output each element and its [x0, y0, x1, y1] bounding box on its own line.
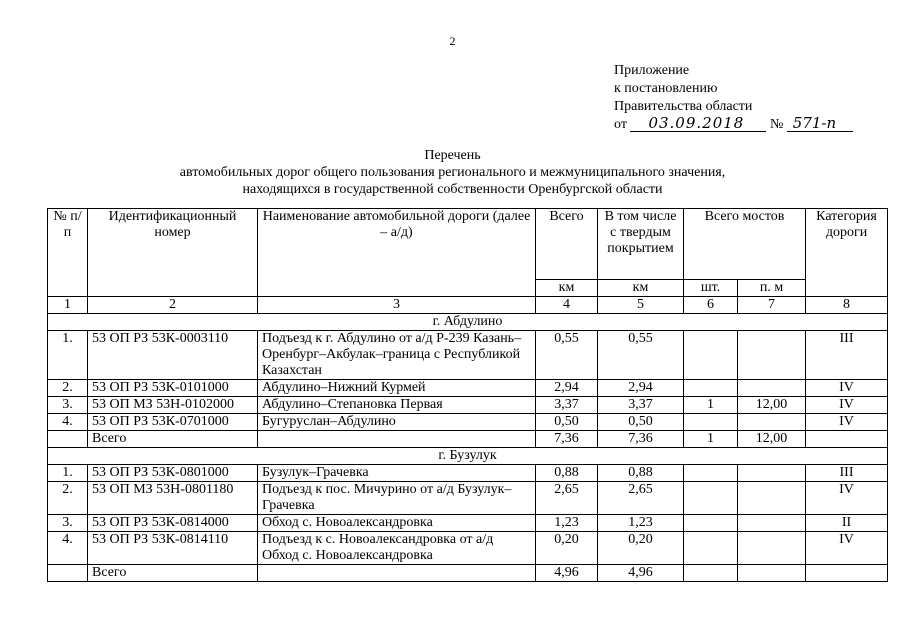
cell-bridges [684, 331, 738, 380]
cell-name: Абдулино–Нижний Курмей [258, 380, 536, 397]
cell-name [258, 431, 536, 448]
header-num: № п/п [48, 209, 88, 297]
table-row [48, 397, 888, 414]
cell-bridges [684, 465, 738, 482]
unit-total: км [536, 280, 598, 297]
cell-name: Бугуруслан–Абдулино [258, 414, 536, 431]
table-row [48, 414, 888, 431]
section-header [48, 314, 888, 331]
column-number: 8 [806, 297, 888, 314]
cell-category: III [806, 331, 888, 380]
cell-category [806, 565, 888, 582]
table-row [48, 532, 888, 565]
cell-name: Подъезд к с. Новоалександровка от а/д Обход с. Новоалександровка [258, 532, 536, 565]
cell-category: IV [806, 397, 888, 414]
cell-bridges: 1 [684, 397, 738, 414]
appendix-line-3: Правительства области [614, 99, 753, 114]
cell-length [738, 380, 806, 397]
unit-paved: км [598, 280, 684, 297]
summary-total: 7,36 [536, 431, 598, 448]
header-row [48, 209, 888, 280]
cell-total: 2,65 [536, 482, 598, 515]
cell-num [48, 431, 88, 448]
cell-total: 0,50 [536, 414, 598, 431]
summary-bridges: 1 [684, 431, 738, 448]
cell-name: Обход с. Новоалександровка [258, 515, 536, 532]
cell-bridges [684, 380, 738, 397]
cell-length [738, 532, 806, 565]
cell-id: 53 ОП РЗ 53К-0814110 [88, 532, 258, 565]
cell-category: IV [806, 482, 888, 515]
column-number: 6 [684, 297, 738, 314]
cell-paved: 0,50 [598, 414, 684, 431]
cell-bridges [684, 515, 738, 532]
table-row [48, 515, 888, 532]
cell-num: 1. [48, 331, 88, 380]
cell-name [258, 565, 536, 582]
column-number: 2 [88, 297, 258, 314]
column-number: 5 [598, 297, 684, 314]
summary-paved: 4,96 [598, 565, 684, 582]
cell-length [738, 465, 806, 482]
cell-total: 0,20 [536, 532, 598, 565]
cell-length [738, 515, 806, 532]
cell-total: 0,55 [536, 331, 598, 380]
table-row [48, 331, 888, 380]
roads-table [47, 208, 888, 582]
cell-id: 53 ОП РЗ 53К-0701000 [88, 414, 258, 431]
cell-paved: 0,20 [598, 532, 684, 565]
cell-category: IV [806, 380, 888, 397]
table-row [48, 482, 888, 515]
cell-paved: 0,55 [598, 331, 684, 380]
cell-paved: 3,37 [598, 397, 684, 414]
cell-num: 4. [48, 414, 88, 431]
header-name: Наименование автомобильной дороги (далее – а/д) [258, 209, 536, 297]
column-number: 3 [258, 297, 536, 314]
cell-category: IV [806, 414, 888, 431]
header-category: Категория дороги [806, 209, 888, 297]
from-label: от [614, 117, 627, 132]
cell-num [48, 565, 88, 582]
cell-length [738, 414, 806, 431]
handwritten-number: 571-п [787, 116, 853, 132]
appendix-line-1: Приложение [614, 63, 690, 78]
cell-length: 12,00 [738, 397, 806, 414]
column-number: 7 [738, 297, 806, 314]
cell-category: IV [806, 532, 888, 565]
cell-paved: 0,88 [598, 465, 684, 482]
appendix-signature-line [614, 116, 853, 134]
summary-length [738, 565, 806, 582]
cell-num: 1. [48, 465, 88, 482]
title-line-3: находящихся в государственной собственности Оренбургской области [242, 182, 663, 197]
header-id: Идентификационный номер [88, 209, 258, 297]
cell-num: 3. [48, 397, 88, 414]
column-number: 4 [536, 297, 598, 314]
cell-paved: 2,65 [598, 482, 684, 515]
cell-category [806, 431, 888, 448]
cell-length [738, 482, 806, 515]
header-total: Всего [536, 209, 598, 280]
summary-paved: 7,36 [598, 431, 684, 448]
title-line-1: Перечень [424, 148, 481, 163]
table-row [48, 380, 888, 397]
cell-category: II [806, 515, 888, 532]
cell-id: 53 ОП РЗ 53К-0814000 [88, 515, 258, 532]
unit-bridges-length: п. м [738, 280, 806, 297]
cell-name: Бузулук–Грачевка [258, 465, 536, 482]
appendix-line-2: к постановлению [614, 81, 718, 96]
summary-label: Всего [88, 431, 258, 448]
cell-bridges [684, 414, 738, 431]
cell-total: 3,37 [536, 397, 598, 414]
column-numbers-row [48, 297, 888, 314]
section-title: г. Бузулук [48, 448, 888, 465]
cell-name: Подъезд к пос. Мичурино от а/д Бузулук–Грачевка [258, 482, 536, 515]
cell-num: 2. [48, 380, 88, 397]
summary-bridges [684, 565, 738, 582]
cell-bridges [684, 532, 738, 565]
handwritten-date: 03.09.2018 [630, 116, 766, 132]
unit-bridges-count: шт. [684, 280, 738, 297]
summary-length: 12,00 [738, 431, 806, 448]
cell-length [738, 331, 806, 380]
header-paved: В том числе с твердым покрытием [598, 209, 684, 280]
section-title: г. Абдулино [48, 314, 888, 331]
appendix-block [614, 62, 853, 134]
cell-paved: 2,94 [598, 380, 684, 397]
cell-paved: 1,23 [598, 515, 684, 532]
cell-name: Подъезд к г. Абдулино от а/д Р-239 Казань–Оренбург–Акбулак–граница с Республикой Казахстан [258, 331, 536, 380]
title-line-2: автомобильных дорог общего пользования регионального и межмуниципального значения, [179, 165, 726, 180]
cell-id: 53 ОП РЗ 53К-0801000 [88, 465, 258, 482]
cell-total: 2,94 [536, 380, 598, 397]
cell-num: 2. [48, 482, 88, 515]
document-title [0, 147, 905, 198]
cell-id: 53 ОП МЗ 53Н-0102000 [88, 397, 258, 414]
summary-row [48, 565, 888, 582]
summary-total: 4,96 [536, 565, 598, 582]
cell-category: III [806, 465, 888, 482]
cell-num: 4. [48, 532, 88, 565]
cell-name: Абдулино–Степановка Первая [258, 397, 536, 414]
number-label: № [769, 117, 784, 132]
section-header [48, 448, 888, 465]
cell-num: 3. [48, 515, 88, 532]
cell-bridges [684, 482, 738, 515]
cell-total: 0,88 [536, 465, 598, 482]
summary-label: Всего [88, 565, 258, 582]
cell-id: 53 ОП РЗ 53К-0101000 [88, 380, 258, 397]
summary-row [48, 431, 888, 448]
cell-total: 1,23 [536, 515, 598, 532]
cell-id: 53 ОП МЗ 53Н-0801180 [88, 482, 258, 515]
cell-id: 53 ОП РЗ 53К-0003110 [88, 331, 258, 380]
header-bridges: Всего мостов [684, 209, 806, 280]
column-number: 1 [48, 297, 88, 314]
table-row [48, 465, 888, 482]
page-number: 2 [449, 34, 456, 48]
